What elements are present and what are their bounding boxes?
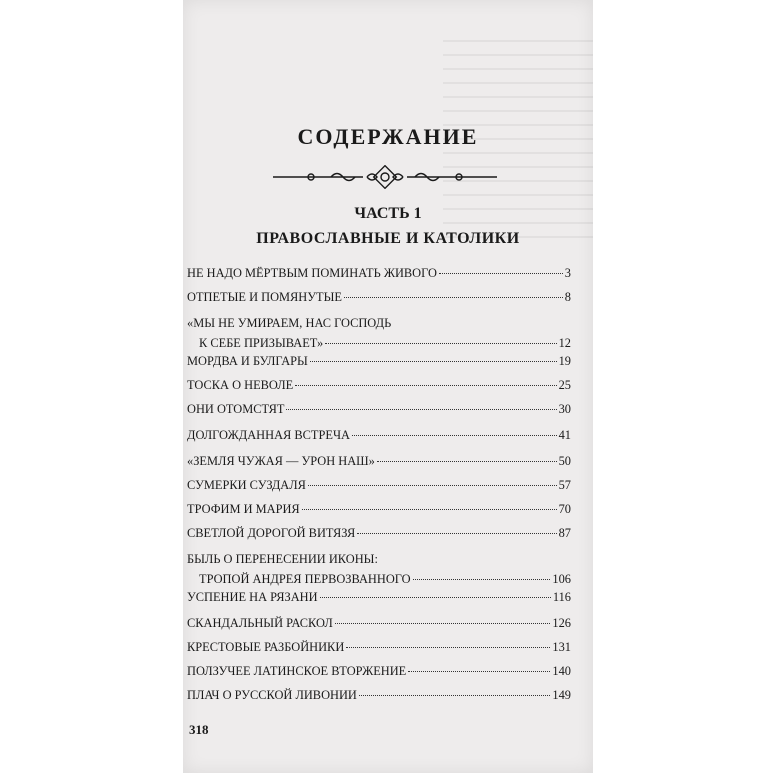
- toc-entry: [187, 590, 571, 605]
- toc-entry-title: ОНИ ОТОМСТЯТ: [187, 402, 285, 416]
- toc-entry: [187, 478, 571, 493]
- dot-leader: [302, 509, 557, 510]
- toc-entry-row: [187, 572, 571, 587]
- toc-entry-page: 87: [558, 526, 571, 540]
- toc-entry: [187, 378, 571, 393]
- toc-entry-title: ПЛАЧ О РУССКОЙ ЛИВОНИИ: [187, 688, 357, 702]
- dot-leader: [352, 435, 557, 436]
- page-title: СОДЕРЖАНИЕ: [297, 124, 479, 149]
- toc-entry-row: [187, 354, 571, 369]
- toc-entry: [187, 454, 571, 469]
- toc-entry-page: 41: [558, 428, 571, 442]
- toc-entry-row: [187, 428, 571, 443]
- toc-entry: [187, 616, 571, 631]
- toc-entry-page: 149: [552, 688, 571, 702]
- toc-entry-title: СКАНДАЛЬНЫЙ РАСКОЛ: [187, 616, 333, 630]
- toc-entry-page: 19: [558, 354, 571, 368]
- toc-entry-page: 106: [552, 572, 571, 586]
- toc-entry-page: 12: [558, 336, 571, 350]
- toc-entry-title: К СЕБЕ ПРИЗЫВАЕТ»: [199, 336, 324, 350]
- part-name: ПРАВОСЛАВНЫЕ И КАТОЛИКИ: [256, 230, 520, 247]
- toc-entry-row: [187, 526, 571, 541]
- toc-entry-row: [187, 402, 571, 417]
- dot-leader: [357, 533, 556, 534]
- toc-entry-title: НЕ НАДО МЁРТВЫМ ПОМИНАТЬ ЖИВОГО: [187, 266, 437, 280]
- toc-entry-title: МОРДВА И БУЛГАРЫ: [187, 354, 308, 368]
- toc-entry-page: 131: [552, 640, 571, 654]
- toc-entry-page: 126: [552, 616, 571, 630]
- toc-entry-row: [187, 266, 571, 281]
- toc-entry-title: СУМЕРКИ СУЗДАЛЯ: [187, 478, 306, 492]
- part-label: ЧАСТЬ 1: [354, 205, 422, 222]
- toc-entry-row: [187, 502, 571, 517]
- dot-leader: [310, 361, 557, 362]
- toc-entry-page: 70: [558, 502, 571, 516]
- toc-entry-title: УСПЕНИЕ НА РЯЗАНИ: [187, 590, 318, 604]
- dot-leader: [346, 647, 550, 648]
- dot-leader: [308, 485, 557, 486]
- dot-leader: [320, 597, 551, 598]
- toc-entry-title: СВЕТЛОЙ ДОРОГОЙ ВИТЯЗЯ: [187, 526, 356, 540]
- dot-leader: [439, 273, 563, 274]
- toc-entry-title: ДОЛГОЖДАННАЯ ВСТРЕЧА: [187, 428, 350, 442]
- dot-leader: [377, 461, 557, 462]
- dot-leader: [413, 579, 551, 580]
- toc-entry-title-line1: БЫЛЬ О ПЕРЕНЕСЕНИИ ИКОНЫ:: [187, 552, 378, 566]
- toc-entry-row: [187, 688, 571, 703]
- ornament-divider-icon: [271, 165, 499, 189]
- toc-entry-row: [187, 590, 571, 605]
- dot-leader: [408, 671, 550, 672]
- toc-entry-row: [187, 290, 571, 305]
- toc-entry: [187, 502, 571, 517]
- toc-entry-row: [187, 640, 571, 655]
- toc-entry: [187, 266, 571, 281]
- toc-entry-title: ПОЛЗУЧЕЕ ЛАТИНСКОЕ ВТОРЖЕНИЕ: [187, 664, 407, 678]
- toc-entry: [187, 664, 571, 679]
- toc-entry-title: ТРОПОЙ АНДРЕЯ ПЕРВОЗВАННОГО: [199, 572, 411, 586]
- toc-entry-page: 3: [564, 266, 571, 280]
- toc-entry-page: 25: [558, 378, 571, 392]
- toc-entry: [187, 428, 571, 443]
- toc-entry-title: ОТПЕТЫЕ И ПОМЯНУТЫЕ: [187, 290, 342, 304]
- page-number: 318: [189, 722, 209, 737]
- toc-entry: [187, 526, 571, 541]
- dot-leader: [335, 623, 551, 624]
- toc-entry: [187, 290, 571, 305]
- toc-entry-row: [187, 378, 571, 393]
- toc-entry: [187, 354, 571, 369]
- toc-entry-row: [187, 336, 571, 351]
- toc-entry-page: 116: [552, 590, 571, 604]
- book-page: [183, 0, 593, 773]
- toc-entry-row: [187, 664, 571, 679]
- toc-entry-row: [187, 478, 571, 493]
- toc-entry-title: ТОСКА О НЕВОЛЕ: [187, 378, 294, 392]
- dot-leader: [325, 343, 556, 344]
- toc-entry-title: ТРОФИМ И МАРИЯ: [187, 502, 300, 516]
- dot-leader: [359, 695, 551, 696]
- dot-leader: [295, 385, 556, 386]
- toc-entry: [187, 402, 571, 417]
- toc-entry: [187, 640, 571, 655]
- dot-leader: [286, 409, 556, 410]
- toc-entry-page: 8: [564, 290, 571, 304]
- toc-entry-title: «ЗЕМЛЯ ЧУЖАЯ — УРОН НАШ»: [187, 454, 375, 468]
- dot-leader: [344, 297, 563, 298]
- toc-entry-row: [187, 454, 571, 469]
- toc-entry-page: 30: [558, 402, 571, 416]
- toc-entry-page: 57: [558, 478, 571, 492]
- toc-entry-row: [187, 616, 571, 631]
- toc-entry-page: 50: [558, 454, 571, 468]
- toc-entry: [187, 688, 571, 703]
- toc-entry-page: 140: [552, 664, 571, 678]
- toc-entry-title-line1: «МЫ НЕ УМИРАЕМ, НАС ГОСПОДЬ: [187, 316, 392, 330]
- toc-entry-title: КРЕСТОВЫЕ РАЗБОЙНИКИ: [187, 640, 345, 654]
